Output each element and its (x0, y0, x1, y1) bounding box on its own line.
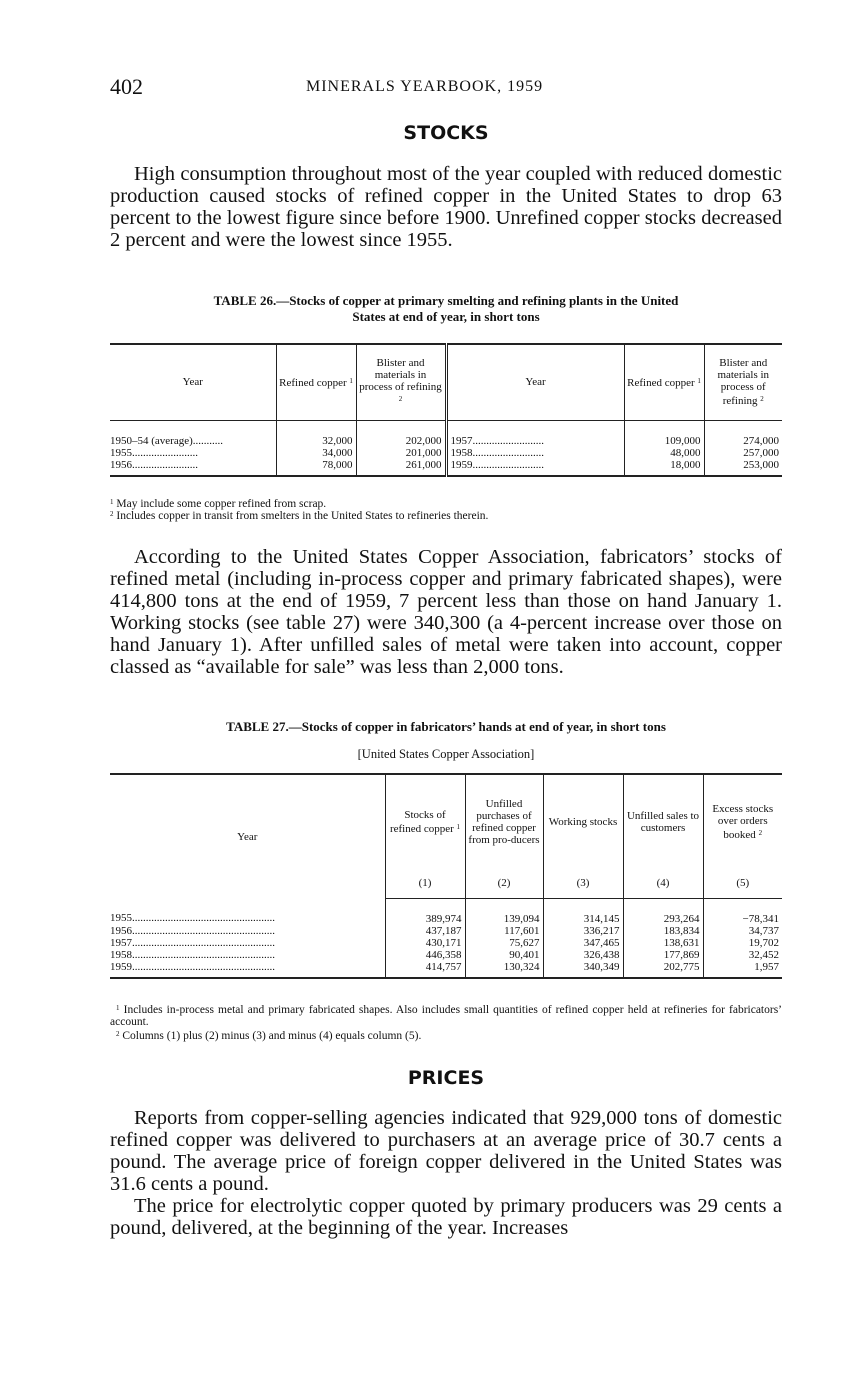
t26-year-2: 1959.......................... (446, 459, 624, 476)
table26 (110, 343, 782, 477)
t26-year: 1950–54 (average)........... (110, 434, 224, 447)
t27-header-unfilled-sales: Unfilled sales to customers (623, 774, 703, 868)
table-row (110, 420, 782, 447)
t26-header-refined-2: Refined copper $^1$ (624, 344, 704, 420)
table-row (110, 925, 782, 937)
t26-year-2: 1958.......................... (446, 447, 624, 459)
t27-header-stocks: Stocks of refined copper $^1$ (385, 774, 465, 868)
prices-heading: PRICES (407, 1067, 485, 1089)
association-paragraph: According to the United States Copper Association, fabricators’ stocks of refined metal (including in-process copper and primary fabricated shapes), were 414,800 tons at the end of 1959, 7 percent less than those on hand January 1. Working stocks (see table 27) were 340,300 (a 4-percent increase over those on hand January 1). After unfilled sales of metal were taken into account, copper classed as “available for sale” was less than 2,000 tons. (110, 546, 782, 678)
t27-footnote-1: $^1$ Includes in-process metal and primary fabricated shapes. Also includes small quantities of refined copper held at refineries for fabricators’ account. (110, 1004, 783, 1028)
t27-c5: −78,341 (703, 898, 782, 925)
t27-header-unfilled-purchases: Unfilled purchases of refined copper from pro-ducers (465, 774, 543, 868)
running-title: MINERALS YEARBOOK, 1959 (306, 78, 544, 95)
table26-title-line2: States at end of year, in short tons (352, 309, 540, 324)
t26-refined-2: 18,000 (624, 459, 704, 476)
t27-colnum-4: (4) (623, 868, 703, 898)
t26-header-year-2: Year (446, 344, 624, 420)
t26-header-blister-2: Blister and materials in process of refining $^2$ (704, 344, 782, 420)
t27-c4: 138,631 (623, 937, 703, 949)
t27-c3: 314,145 (543, 898, 623, 925)
table-row (110, 949, 782, 961)
t26-year: 1956........................ (110, 459, 276, 476)
t27-c2: 117,601 (465, 925, 543, 937)
t27-c1: 389,974 (385, 898, 465, 925)
t27-header-excess: Excess stocks over orders booked $^2$ (703, 774, 782, 868)
t27-header-year: Year (110, 774, 385, 898)
t27-c2: 90,401 (465, 949, 543, 961)
t27-header-working: Working stocks (543, 774, 623, 868)
t26-blister: 261,000 (356, 459, 446, 476)
t26-footnote-1: $^1$ May include some copper refined from scrap. (110, 498, 327, 510)
t26-blister-2: 253,000 (704, 459, 782, 476)
table-row (110, 937, 782, 949)
t27-c4: 202,775 (623, 961, 703, 978)
t26-header-refined: Refined copper $^1$ (276, 344, 356, 420)
table-row (110, 898, 782, 925)
prices-paragraph-1: Reports from copper-selling agencies indicated that 929,000 tons of domestic refined copper was delivered to purchasers at an average price of 30.7 cents a pound. The average price of foreign copper delivered in the United States was 31.6 cents a pound. (110, 1107, 782, 1195)
t27-c1: 437,187 (385, 925, 465, 937)
t27-c4: 183,834 (623, 925, 703, 937)
t27-year: 1957.................................................... (110, 936, 275, 949)
t27-c3: 340,349 (543, 961, 623, 978)
t27-c2: 75,627 (465, 937, 543, 949)
running-head (110, 74, 782, 102)
t27-c5: 34,737 (703, 925, 782, 937)
stocks-heading: STOCKS (403, 122, 489, 144)
t27-colnum-2: (2) (465, 868, 543, 898)
t27-c4: 177,869 (623, 949, 703, 961)
table-row (110, 459, 782, 476)
t26-year: 1955........................ (110, 446, 198, 459)
t26-refined-2: 48,000 (624, 447, 704, 459)
t27-year: 1958.................................................... (110, 948, 275, 961)
page-number: 402 (110, 74, 143, 99)
table27 (110, 773, 782, 979)
table26-title (110, 293, 782, 325)
t26-header-blister: Blister and materials in process of refining $^2$ (356, 344, 446, 420)
t27-year: 1955.................................................... (110, 912, 275, 925)
prices-paragraph-2: The price for electrolytic copper quoted by primary producers was 29 cents a pound, delivered, at the beginning of the year. Increases (110, 1195, 782, 1239)
t27-c5: 32,452 (703, 949, 782, 961)
table27-title: TABLE 27.—Stocks of copper in fabricators’ hands at end of year, in short tons (226, 719, 666, 734)
t26-year-2: 1957.......................... (446, 420, 624, 447)
t26-blister-2: 274,000 (704, 420, 782, 447)
t26-footnote-2: $^2$ Includes copper in transit from smelters in the United States to refineries therein. (110, 510, 489, 522)
t26-refined-2: 109,000 (624, 420, 704, 447)
t26-blister: 202,000 (356, 420, 446, 447)
table-row (110, 961, 782, 978)
t27-c2: 139,094 (465, 898, 543, 925)
t27-c5: 19,702 (703, 937, 782, 949)
t27-c3: 347,465 (543, 937, 623, 949)
t27-c5: 1,957 (703, 961, 782, 978)
table27-subtitle: [United States Copper Association] (357, 747, 535, 761)
t26-refined: 78,000 (276, 459, 356, 476)
t27-c2: 130,324 (465, 961, 543, 978)
t26-refined: 32,000 (276, 420, 356, 447)
t26-blister-2: 257,000 (704, 447, 782, 459)
t27-year: 1956.................................................... (110, 924, 275, 937)
t27-c4: 293,264 (623, 898, 703, 925)
t27-c1: 414,757 (385, 961, 465, 978)
t27-c3: 326,438 (543, 949, 623, 961)
table-row (110, 447, 782, 459)
t27-colnum-1: (1) (385, 868, 465, 898)
t27-colnum-3: (3) (543, 868, 623, 898)
t27-c1: 430,171 (385, 937, 465, 949)
t27-c1: 446,358 (385, 949, 465, 961)
t27-footnote-2: $^2$ Columns (1) plus (2) minus (3) and minus (4) equals column (5). (116, 1030, 422, 1042)
t27-year: 1959.................................................... (110, 961, 385, 978)
t26-refined: 34,000 (276, 447, 356, 459)
stocks-paragraph: High consumption throughout most of the year coupled with reduced domestic production caused stocks of refined copper in the United States to drop 63 percent to the lowest figure since before 1900. Unrefined copper stocks decreased 2 percent and were the lowest since 1955. (110, 163, 782, 251)
t27-c3: 336,217 (543, 925, 623, 937)
t26-blister: 201,000 (356, 447, 446, 459)
t27-colnum-5: (5) (703, 868, 782, 898)
table26-title-line1: TABLE 26.—Stocks of copper at primary smelting and refining plants in the United (213, 293, 679, 308)
t26-header-year: Year (110, 344, 276, 420)
